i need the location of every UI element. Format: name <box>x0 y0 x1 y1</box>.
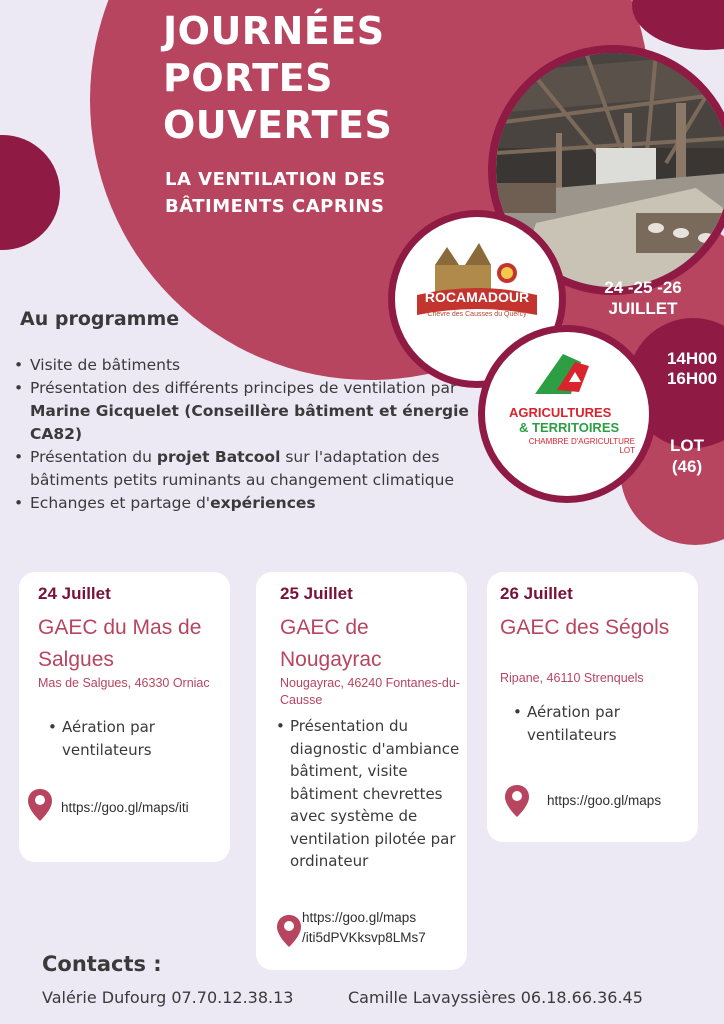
map-link-line1[interactable]: https://goo.gl/maps <box>302 910 417 925</box>
event-time-start: 14H00 <box>666 349 718 368</box>
event-time-end: 16H00 <box>666 369 718 388</box>
event-dept: (46) <box>671 457 703 476</box>
chambre-logo-line4: LOT <box>619 446 635 455</box>
program-list <box>8 354 510 515</box>
program-item-text: Visite de bâtiments <box>30 356 181 374</box>
program-item <box>30 492 510 515</box>
map-pin-icon <box>504 784 530 818</box>
title-line-2: PORTES <box>163 56 333 100</box>
contact-valerie: Valérie Dufourg 07.70.12.38.13 <box>42 988 294 1007</box>
chambre-logo-line1: AGRICULTURES <box>509 405 612 420</box>
visit-address: Nougayrac, 46240 Fontanes-du-Causse <box>280 676 460 707</box>
event-dates <box>588 277 698 319</box>
decor-circle-top-right <box>632 0 724 50</box>
visit-activity-list <box>503 701 697 746</box>
event-dates-line2: JUILLET <box>608 299 678 318</box>
decor-circle-left <box>0 135 60 250</box>
program-item-text: Présentation des différents principes de ventilation par <box>30 379 457 397</box>
program-item <box>30 354 510 377</box>
visit-farm-name: GAEC des Ségols <box>500 616 670 639</box>
subtitle-line-1: LA VENTILATION DES <box>165 169 386 190</box>
title-line-3: OUVERTES <box>163 103 393 147</box>
program-item-text: Echanges et partage d' <box>30 494 211 512</box>
event-dates-line1: 24 -25 -26 <box>604 278 682 297</box>
visit-address: Mas de Salgues, 46330 Orniac <box>38 676 210 690</box>
visit-activity: • Présentation du diagnostic d'ambiance bâtiment, visite bâtiment chevrettes avec système de ventilation pilotée par ordinateur <box>290 715 470 873</box>
page-title <box>163 8 392 149</box>
visit-card-26-juillet <box>487 572 698 842</box>
program-item-text: Présentation du <box>30 448 157 466</box>
visit-card-25-juillet <box>256 572 467 970</box>
page-subtitle <box>165 166 386 220</box>
visit-activity: • Aération par ventilateurs <box>527 701 697 746</box>
rocamadour-logo-text: ROCAMADOUR <box>424 289 530 305</box>
program-item-bold: expériences <box>210 494 316 512</box>
chambre-logo-line3: CHAMBRE D'AGRICULTURE <box>528 437 635 446</box>
event-location <box>652 435 722 477</box>
program-title: Au programme <box>20 308 180 330</box>
visit-activity-list <box>266 715 470 873</box>
map-link[interactable]: https://goo.gl/maps <box>547 793 662 808</box>
map-link[interactable]: https://goo.gl/maps/iti <box>61 800 189 815</box>
visit-day: 24 Juillet <box>38 584 111 603</box>
title-line-1: JOURNÉES <box>163 9 385 53</box>
program-item-text-end: sur l'adaptation des bâtiments petits ruminants au changement climatique <box>30 448 454 489</box>
contacts-title: Contacts : <box>42 952 162 976</box>
contact-camille: Camille Lavayssières 06.18.66.36.45 <box>348 988 643 1007</box>
visit-activity-list <box>38 716 232 761</box>
visit-day: 26 Juillet <box>500 584 573 603</box>
program-item <box>30 377 510 446</box>
visit-farm-name: GAEC de Nougayrac <box>280 616 382 671</box>
visit-address: Ripane, 46110 Strenquels <box>500 671 644 685</box>
program-item <box>30 446 510 492</box>
map-link-line2[interactable]: /iti5dPVKksvp8LMs7 <box>302 930 426 945</box>
map-pin-icon <box>27 788 53 822</box>
visit-activity: • Aération par ventilateurs <box>62 716 232 761</box>
rocamadour-tagline: Chèvre des Causses du Quercy <box>427 311 527 318</box>
chambre-logo-line2: & TERRITOIRES <box>519 420 620 435</box>
event-place: LOT <box>670 436 704 455</box>
event-times <box>652 349 724 389</box>
subtitle-line-2: BÂTIMENTS CAPRINS <box>165 196 385 217</box>
program-item-bold: Marine Gicquelet (Conseillère bâtiment et énergie CA82) <box>30 402 469 443</box>
map-link[interactable] <box>302 908 462 948</box>
map-pin-icon <box>276 914 302 948</box>
visit-farm-name: GAEC du Mas de Salgues <box>38 616 202 671</box>
program-item-bold: projet Batcool <box>156 448 281 466</box>
visit-day: 25 Juillet <box>280 584 353 603</box>
visit-card-24-juillet <box>19 572 230 862</box>
